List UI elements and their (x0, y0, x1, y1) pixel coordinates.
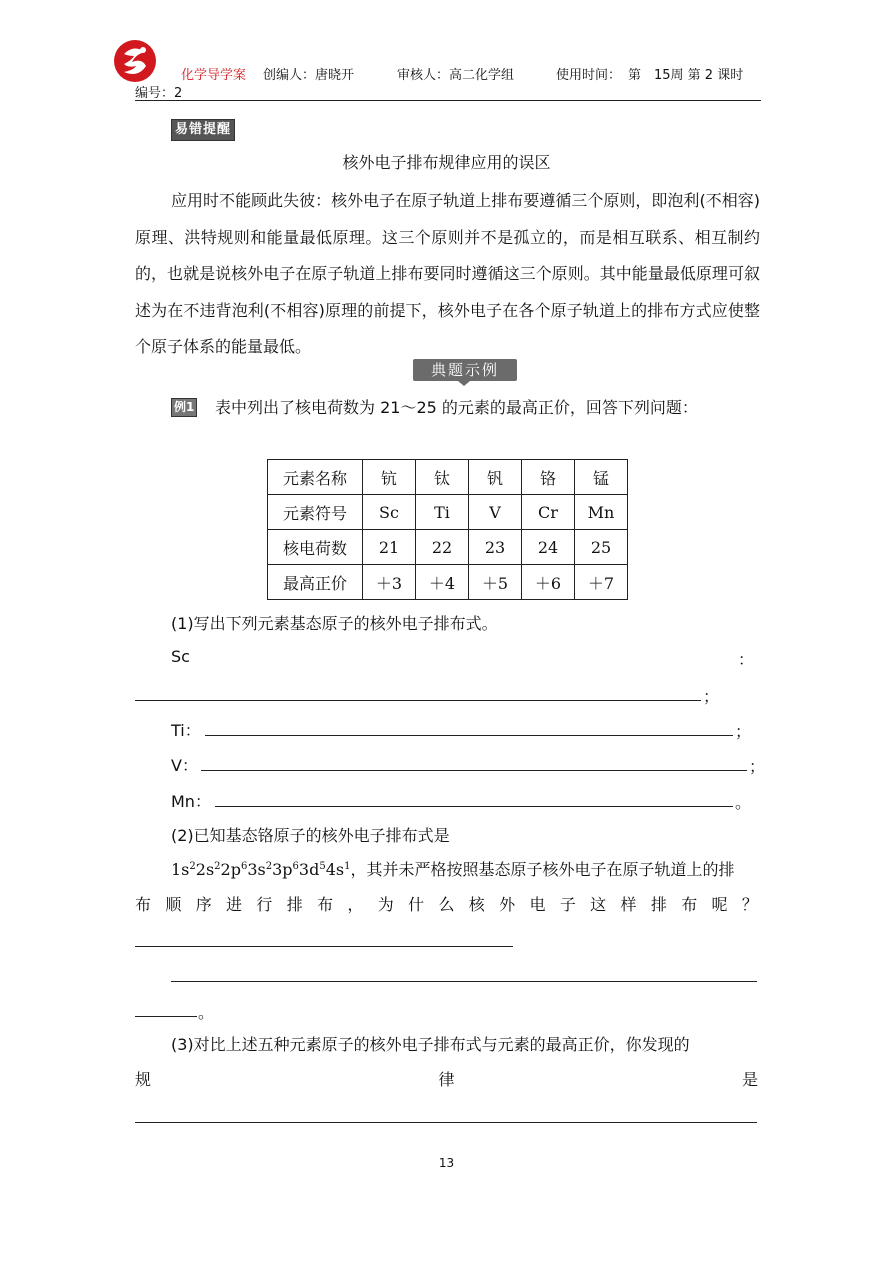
text-char: 为 (377, 895, 394, 914)
electron-count: 2 (265, 861, 273, 872)
table-cell: 钒 (469, 460, 522, 495)
q1-sc-colon: ： (738, 650, 755, 669)
section-paragraph (135, 183, 760, 366)
cr-electron-config (171, 860, 350, 879)
orbital-label: 2p (220, 860, 241, 879)
v-answer-line[interactable] (201, 770, 747, 771)
q2-answer-line-3[interactable] (135, 1016, 197, 1017)
orbital-label: 1s (171, 860, 190, 879)
row-header: 元素名称 (268, 460, 363, 495)
q1-mn-period: 。 (735, 793, 752, 812)
orbital-label: 2s (195, 860, 215, 879)
table-row (268, 495, 628, 530)
row-header: 元素符号 (268, 495, 363, 530)
table-cell: 25 (575, 530, 628, 565)
text-char: 行 (256, 895, 273, 914)
header-author: 创编人：唐晓开 (263, 68, 355, 83)
electron-count: 5 (319, 861, 326, 872)
orbital-label: 3s (247, 860, 266, 879)
q1-ti-semicolon: ； (735, 722, 752, 741)
text-char: 进 (226, 895, 243, 914)
school-logo-icon (112, 38, 158, 84)
electron-count: 2 (214, 861, 221, 872)
text-char: 呢 (711, 895, 728, 914)
ti-answer-line[interactable] (205, 735, 733, 736)
table-cell: V (469, 495, 522, 530)
q2-period: 。 (198, 1003, 215, 1022)
header-serial: 编号：2 (135, 86, 183, 101)
q3-answer-line[interactable] (135, 1122, 757, 1123)
table-cell: 铬 (522, 460, 575, 495)
text-char: ， (347, 895, 364, 914)
table-cell: 锰 (575, 460, 628, 495)
text-char: 排 (286, 895, 303, 914)
example-banner: 典题示例 (413, 359, 517, 381)
q3-prompt: (3)对比上述五种元素原子的核外电子排布式与元素的最高正价，你发现的 (171, 1035, 690, 1054)
table-cell: ＋3 (363, 565, 416, 600)
section-tag: 易错提醒 (171, 119, 235, 141)
table-row (268, 460, 628, 495)
text-char: 么 (438, 895, 455, 914)
banner-pointer (458, 381, 470, 386)
paragraph-text: 应用时不能顾此失彼：核外电子在原子轨道上排布要遵循三个原则，即泡利(不相容)原理、洪特规则和能量最低原理。这三个原则并不是孤立的，而是相互联系、相互制约的，也就是说核外电子在原子轨道上排布要同时遵循这三个原则。其中能量最低原理可叙述为在不违背泡利(不相容)原理的前提下，核外电子在各个原子轨道上的排布方式应使整个原子体系的能量最低。 (135, 191, 760, 356)
element-table (267, 459, 628, 600)
electron-count: 6 (292, 861, 299, 872)
text-char: 样 (620, 895, 637, 914)
table-cell: 钪 (363, 460, 416, 495)
table-cell: Cr (522, 495, 575, 530)
orbital-label: 3p (272, 860, 293, 879)
q1-v-semicolon: ； (749, 757, 766, 776)
q1-v-label: V： (171, 756, 198, 775)
text-char: 什 (408, 895, 425, 914)
q2-continuation: ，其并未严格按照基态原子核外电子在原子轨道上的排 (350, 860, 735, 879)
header-week: 第 15周 第 2 课时 (628, 68, 744, 83)
table-cell: 24 (522, 530, 575, 565)
table-cell: ＋4 (416, 565, 469, 600)
q1-prompt: (1)写出下列元素基态原子的核外电子排布式。 (171, 614, 498, 633)
q2-config-line (171, 857, 734, 880)
text-char: 是 (741, 1070, 758, 1089)
table-cell: ＋5 (469, 565, 522, 600)
q1-sc-semicolon: ； (703, 687, 720, 706)
orbital-label: 3d (298, 860, 320, 879)
example-text: 表中列出了核电荷数为 21～25 的元素的最高正价，回答下列问题： (215, 398, 698, 417)
text-char: 布 (681, 895, 698, 914)
table-cell: ＋6 (522, 565, 575, 600)
text-char: 规 (135, 1070, 152, 1089)
text-char: 律 (438, 1070, 455, 1089)
text-char: 排 (650, 895, 667, 914)
text-char: ？ (741, 895, 758, 914)
electron-count: 1 (344, 861, 351, 872)
text-char: 外 (499, 895, 516, 914)
electron-count: 2 (189, 861, 196, 872)
header-subject: 化学导学案 (181, 68, 247, 83)
text-char: 序 (195, 895, 212, 914)
q1-sc-label: Sc (171, 647, 190, 666)
q2-answer-line-1[interactable] (135, 946, 513, 947)
table-cell: Sc (363, 495, 416, 530)
q1-ti-label: Ti： (171, 721, 201, 740)
table-cell: 23 (469, 530, 522, 565)
text-char: 子 (559, 895, 576, 914)
table-cell: 21 (363, 530, 416, 565)
header-usage-label: 使用时间： (556, 68, 622, 83)
page-number: 13 (438, 1156, 455, 1170)
table-cell: Mn (575, 495, 628, 530)
mn-answer-line[interactable] (215, 806, 733, 807)
table-row (268, 530, 628, 565)
header-reviewer: 审核人：高二化学组 (397, 68, 515, 83)
q3-line2 (135, 1067, 758, 1090)
row-header: 最高正价 (268, 565, 363, 600)
q2-prompt: (2)已知基态铬原子的核外电子排布式是 (171, 826, 450, 845)
text-char: 顺 (165, 895, 182, 914)
text-char: 核 (468, 895, 485, 914)
header-divider (135, 100, 761, 101)
orbital-label: 4s (325, 860, 345, 879)
table-cell: 22 (416, 530, 469, 565)
text-char: 这 (590, 895, 607, 914)
table-cell: 钛 (416, 460, 469, 495)
table-cell: ＋7 (575, 565, 628, 600)
text-char: 布 (317, 895, 334, 914)
q2-answer-line-2[interactable] (171, 981, 757, 982)
sc-answer-line[interactable] (135, 700, 701, 701)
text-char: 布 (135, 895, 152, 914)
example-badge: 例1 (171, 398, 197, 417)
section-title: 核外电子排布规律应用的误区 (342, 153, 551, 172)
row-header: 核电荷数 (268, 530, 363, 565)
table-row (268, 565, 628, 600)
text-char: 电 (529, 895, 546, 914)
table-cell: Ti (416, 495, 469, 530)
q2-line2 (135, 892, 758, 915)
electron-count: 6 (240, 861, 248, 872)
q1-mn-label: Mn： (171, 792, 211, 811)
